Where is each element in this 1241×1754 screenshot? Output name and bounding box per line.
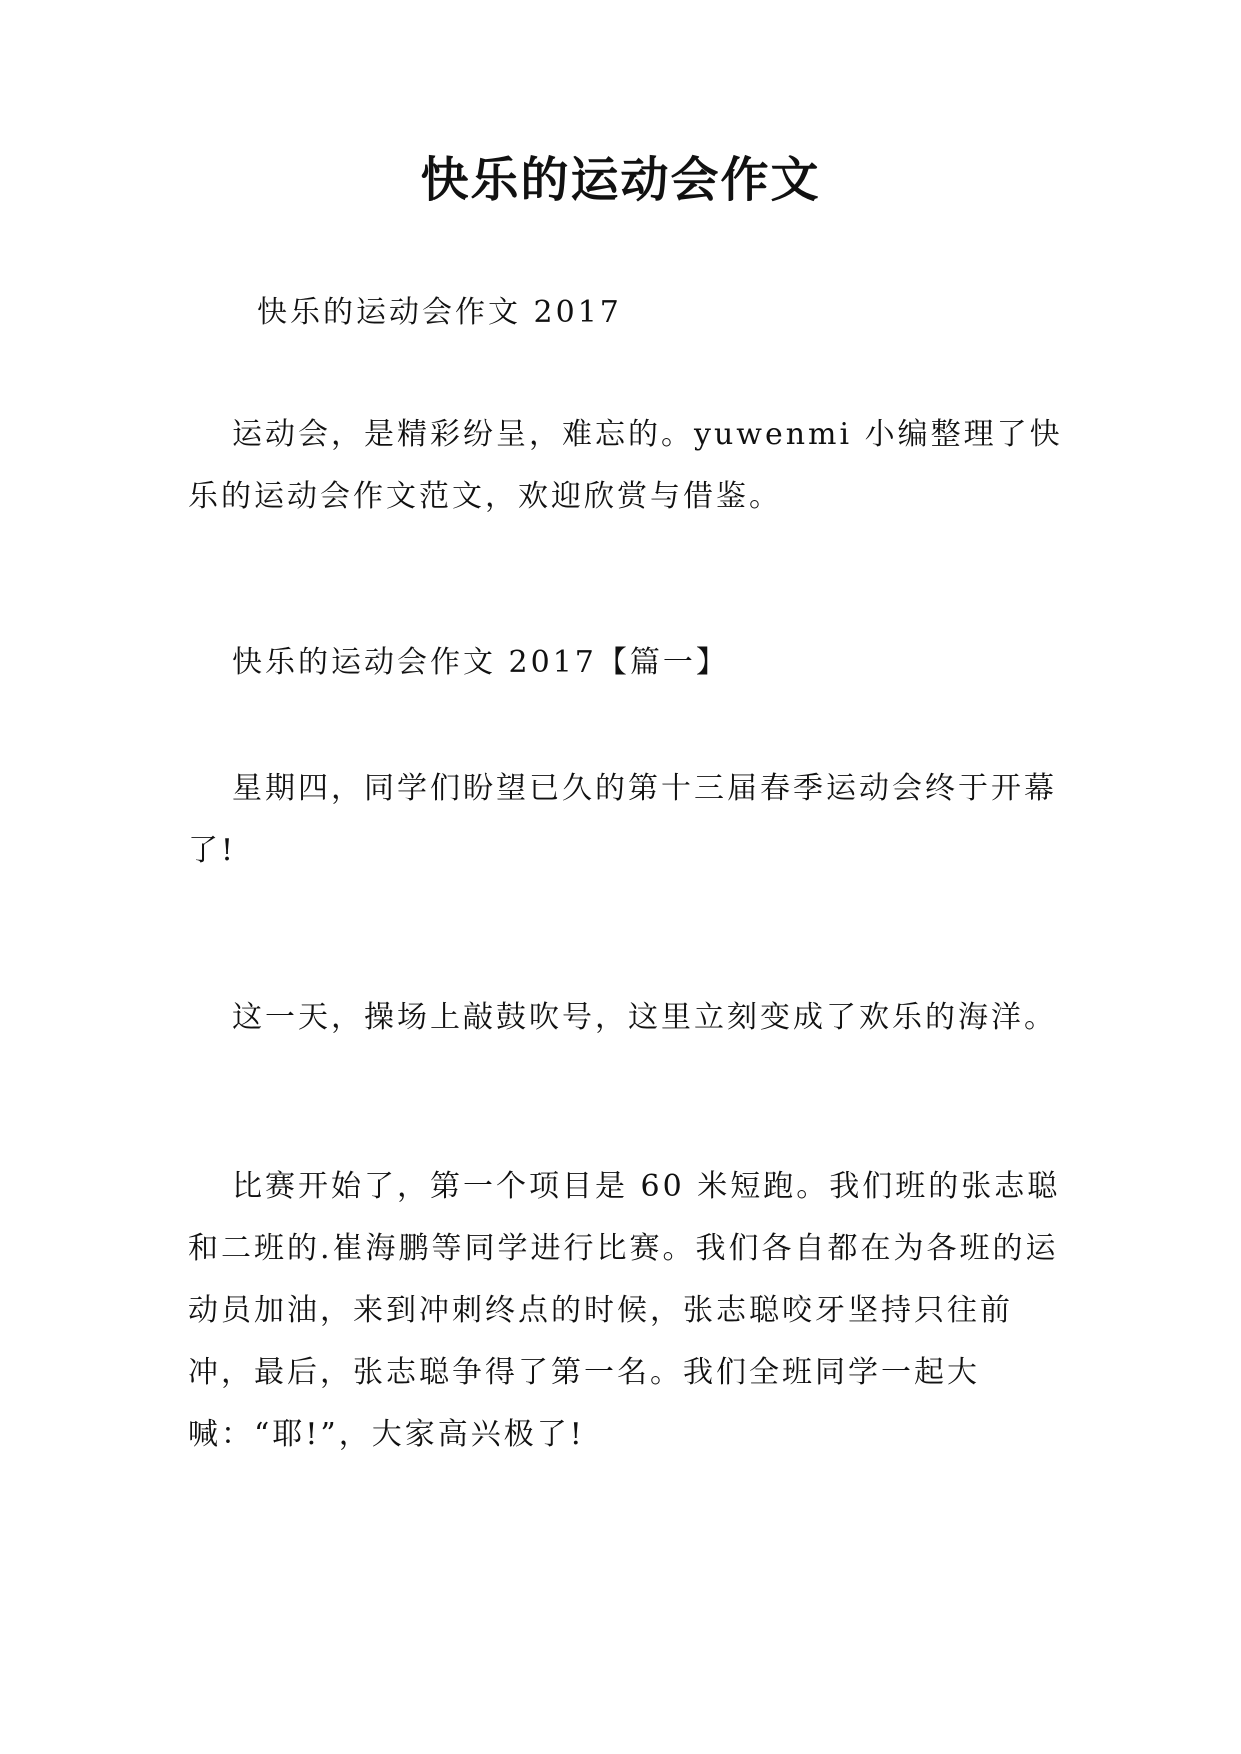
paragraph-race: 比赛开始了，第一个项目是 60 米短跑。我们班的张志聪和二班的.崔海鹏等同学进行比赛。我们各自都在为各班的运动员加油，来到冲刺终点的时候，张志聪咬牙坚持只往前冲，最后，张志聪争得了第一名。我们全班同学一起大喊：“耶!”，大家高兴极了! [188,1169,1061,1452]
document-title: 快乐的运动会作文 [420,152,821,208]
section-heading: 快乐的运动会作文 2017【篇一】 [232,645,729,680]
paragraph-playground: 这一天，操场上敲鼓吹号，这里立刻变成了欢乐的海洋。 [232,1000,1057,1035]
paragraph-opening: 星期四，同学们盼望已久的第十三届春季运动会终于开幕了! [188,771,1057,868]
document-subtitle: 快乐的运动会作文 2017 [257,295,622,330]
paragraph-intro: 运动会，是精彩纷呈，难忘的。yuwenmi 小编整理了快乐的运动会作文范文，欢迎欣赏与借鉴。 [188,417,1063,514]
